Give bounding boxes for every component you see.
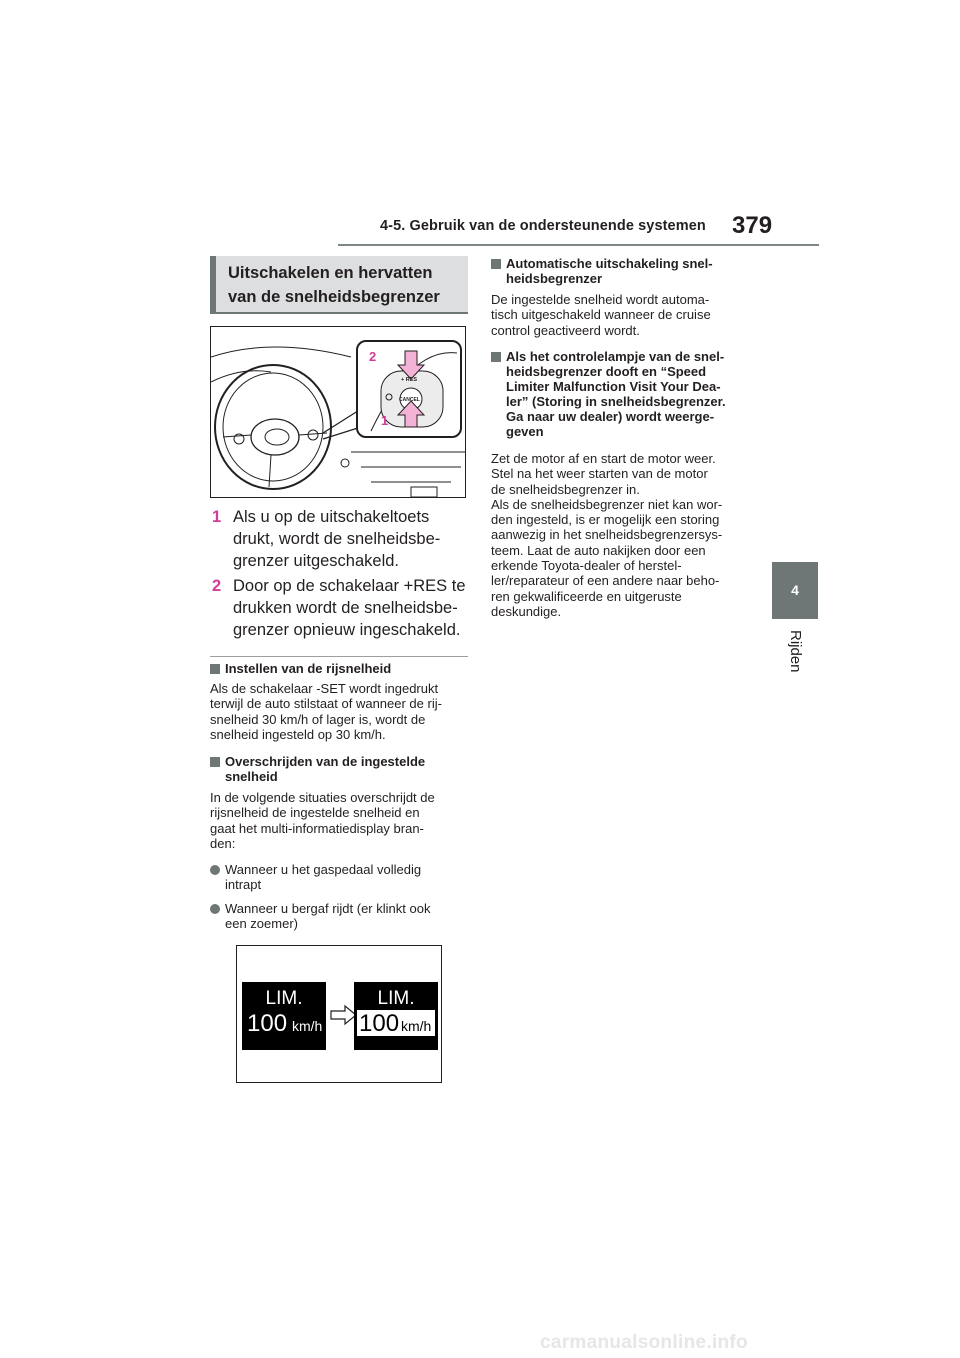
square-bullet-icon (210, 664, 220, 674)
section-heading-line2: van de snelheidsbegrenzer (228, 288, 440, 306)
step-1-number: 1 (212, 508, 222, 526)
display-blinking (354, 982, 438, 1050)
paragraph-controlelampje: Zet de motor af en start de motor weer. Stel na het weer starten van de motor de snelheidsbegrenzer in. Als de snelheidsbegrenzer niet kan wor- den ingesteld, is er mogelijk een storing aanwezig in het snelheidsbegrenzersys- teem. Laat de auto nakijken door een erkende Toyota-dealer of herstel- ler/reparateur of een andere naar beho- ren gekwalificeerde en uitgeruste deskundige. (491, 451, 723, 619)
speed-value: 100 (359, 1010, 400, 1037)
round-bullet-icon (210, 865, 220, 875)
chapter-tab (772, 562, 818, 619)
section-heading (210, 256, 468, 312)
callout-1: 1 (381, 413, 389, 428)
chapter-label: Rijden (787, 630, 804, 673)
divider (210, 656, 468, 657)
square-bullet-icon (491, 352, 501, 362)
square-bullet-icon (491, 259, 501, 269)
cancel-button-label: CANCEL (399, 397, 420, 403)
bullet-gaspedaal: Wanneer u het gaspedaal volledig intrapt (210, 862, 470, 893)
display-normal (242, 982, 326, 1050)
step-1-line: drukt, wordt de snelheidsbe- (233, 530, 441, 548)
subheading-overschrijden: Overschrijden van de ingestelde snelheid (210, 754, 470, 784)
callout-2: 2 (369, 349, 377, 364)
speed-value: 100 (247, 1010, 288, 1037)
subheading-automatische-uitschakeling: Automatische uitschakeling snel- heidsbegrenzer (491, 256, 753, 286)
lim-label: LIM. (265, 988, 303, 1009)
chapter-number: 4 (791, 582, 799, 598)
step-2-line: Door op de schakelaar +RES te (233, 577, 466, 595)
highlight-box (357, 1010, 435, 1036)
step-1-line: Als u op de uitschakeltoets (233, 508, 430, 526)
bullet-bergaf: Wanneer u bergaf rijdt (er klinkt ook een zoemer) (210, 901, 470, 932)
speed-unit: km/h (292, 1018, 323, 1034)
page-number: 379 (732, 212, 773, 239)
section-heading-line1: Uitschakelen en hervatten (228, 264, 433, 282)
step-2-number: 2 (212, 577, 222, 595)
steering-wheel-illustration (211, 327, 465, 497)
step-1-line: grenzer uitgeschakeld. (233, 552, 400, 570)
lim-label: LIM. (377, 988, 415, 1009)
speed-limiter-display-figure (236, 945, 442, 1083)
step-2-line: grenzer opnieuw ingeschakeld. (233, 621, 461, 639)
section-heading-rule (210, 312, 468, 314)
running-header-title: 4-5. Gebruik van de ondersteunende systemen (380, 218, 706, 234)
step-2-line: drukken wordt de snelheidsbe- (233, 599, 458, 617)
steering-wheel-figure (210, 326, 466, 498)
speed-unit: km/h (401, 1018, 432, 1034)
round-bullet-icon (210, 904, 220, 914)
paragraph-rijsnelheid: Als de schakelaar -SET wordt ingedrukt terwijl de auto stilstaat of wanneer de rij- snelheid 30 km/h of lager is, wordt de snelheid ingesteld op 30 km/h. (210, 681, 442, 742)
watermark: carmanualsonline.info (540, 1332, 748, 1353)
square-bullet-icon (210, 757, 220, 767)
paragraph-overschrijden: In de volgende situaties overschrijdt de rijsnelheid de ingestelde snelheid en gaat het multi-informatiedisplay bran- den: (210, 790, 435, 851)
res-switch-label: + RES (401, 377, 418, 383)
subheading-controlelampje: Als het controlelampje van de snel- heidsbegrenzer dooft en “Speed Limiter Malfunction Visit Your Dea- ler” (Storing in snelheidsbegrenzer. Ga naar uw dealer) wordt weerge- geven (491, 349, 753, 441)
subheading-rijsnelheid: Instellen van de rijsnelheid (210, 661, 470, 676)
header-rule (338, 244, 819, 246)
paragraph-automatische-uitschakeling: De ingestelde snelheid wordt automa- tisch uitgeschakeld wanneer de cruise control geactiveerd wordt. (491, 292, 711, 338)
